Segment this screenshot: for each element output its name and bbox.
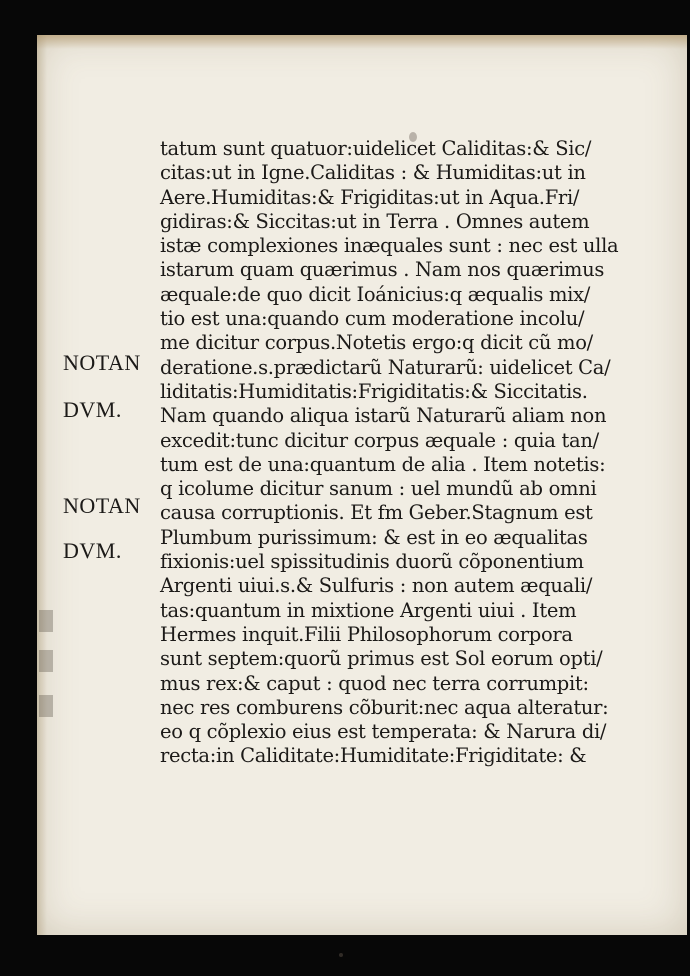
text-line: Nam quando aliqua istarũ Naturarũ aliam non xyxy=(160,404,607,428)
text-line: causa corruptionis. Et fm Geber.Stagnum est xyxy=(160,501,593,525)
body-text xyxy=(160,137,619,769)
text-line: istæ complexiones inæquales sunt : nec est ulla xyxy=(160,234,619,258)
text-line: excedit:tunc dicitur corpus æquale : quia tan/ xyxy=(160,428,599,452)
text-line: Aere.Humiditas:& Frigiditas:ut in Aqua.Fri/ xyxy=(160,185,580,209)
text-line: sunt septem:quorũ primus est Sol eorum opti/ xyxy=(160,647,603,671)
text-line: q icolume dicitur sanum : uel mundũ ab omni xyxy=(160,477,597,501)
text-line: citas:ut in Igne.Caliditas : & Humiditas:ut in xyxy=(160,161,586,185)
text-line: tatum sunt quatuor:uidelicet Caliditas:& Sic/ xyxy=(160,137,592,160)
text-line: mus rex:& caput : quod nec terra corrumpit: xyxy=(160,671,589,695)
text-line: fixionis:uel spissitudinis duorũ cõponentium xyxy=(160,550,584,574)
bleed-through-mark xyxy=(39,650,53,672)
text-line: tum est de una:quantum de alia . Item notetis: xyxy=(160,452,606,476)
text-line: Hermes inquit.Filii Philosophorum corpora xyxy=(160,622,573,646)
text-line: deratione.s.prædictarũ Naturarũ: uidelicet Ca/ xyxy=(160,355,611,379)
text-line: Plumbum purissimum: & est in eo æqualitas xyxy=(160,525,588,549)
text-line: æquale:de quo dicit Ioánicius:q æqualis mix/ xyxy=(160,282,591,306)
text-line: me dicitur corpus.Notetis ergo:q dicit cũ mo/ xyxy=(160,331,593,355)
margin-note: DVM. xyxy=(63,397,122,422)
text-line: liditatis:Humiditatis:Frigiditatis:& Siccitatis. xyxy=(160,379,588,403)
text-line: tio est una:quando cum moderatione incolu/ xyxy=(160,307,585,331)
bleed-through-mark xyxy=(39,610,53,632)
text-line: tas:quantum in mixtione Argenti uiui . Item xyxy=(160,598,577,622)
page-left-edge xyxy=(37,35,47,935)
margin-note: DVM. xyxy=(63,538,122,563)
text-line: istarum quam quærimus . Nam nos quærimus xyxy=(160,258,605,282)
text-line: eo q cõplexio eius est temperata: & Narura di/ xyxy=(160,720,607,744)
text-line: recta:in Caliditate:Humiditate:Frigiditate: & xyxy=(160,744,587,768)
bleed-through-mark xyxy=(39,695,53,717)
text-line: gidiras:& Siccitas:ut in Terra . Omnes autem xyxy=(160,209,590,233)
margin-note: NOTAN xyxy=(63,493,141,518)
text-line: Argenti uiui.s.& Sulfuris : non autem æquali/ xyxy=(160,574,593,598)
margin-note: NOTAN xyxy=(63,350,141,375)
page-top-edge xyxy=(37,35,687,49)
text-line: nec res comburens cõburit:nec aqua alteratur: xyxy=(160,695,609,719)
ink-dot xyxy=(339,953,343,957)
